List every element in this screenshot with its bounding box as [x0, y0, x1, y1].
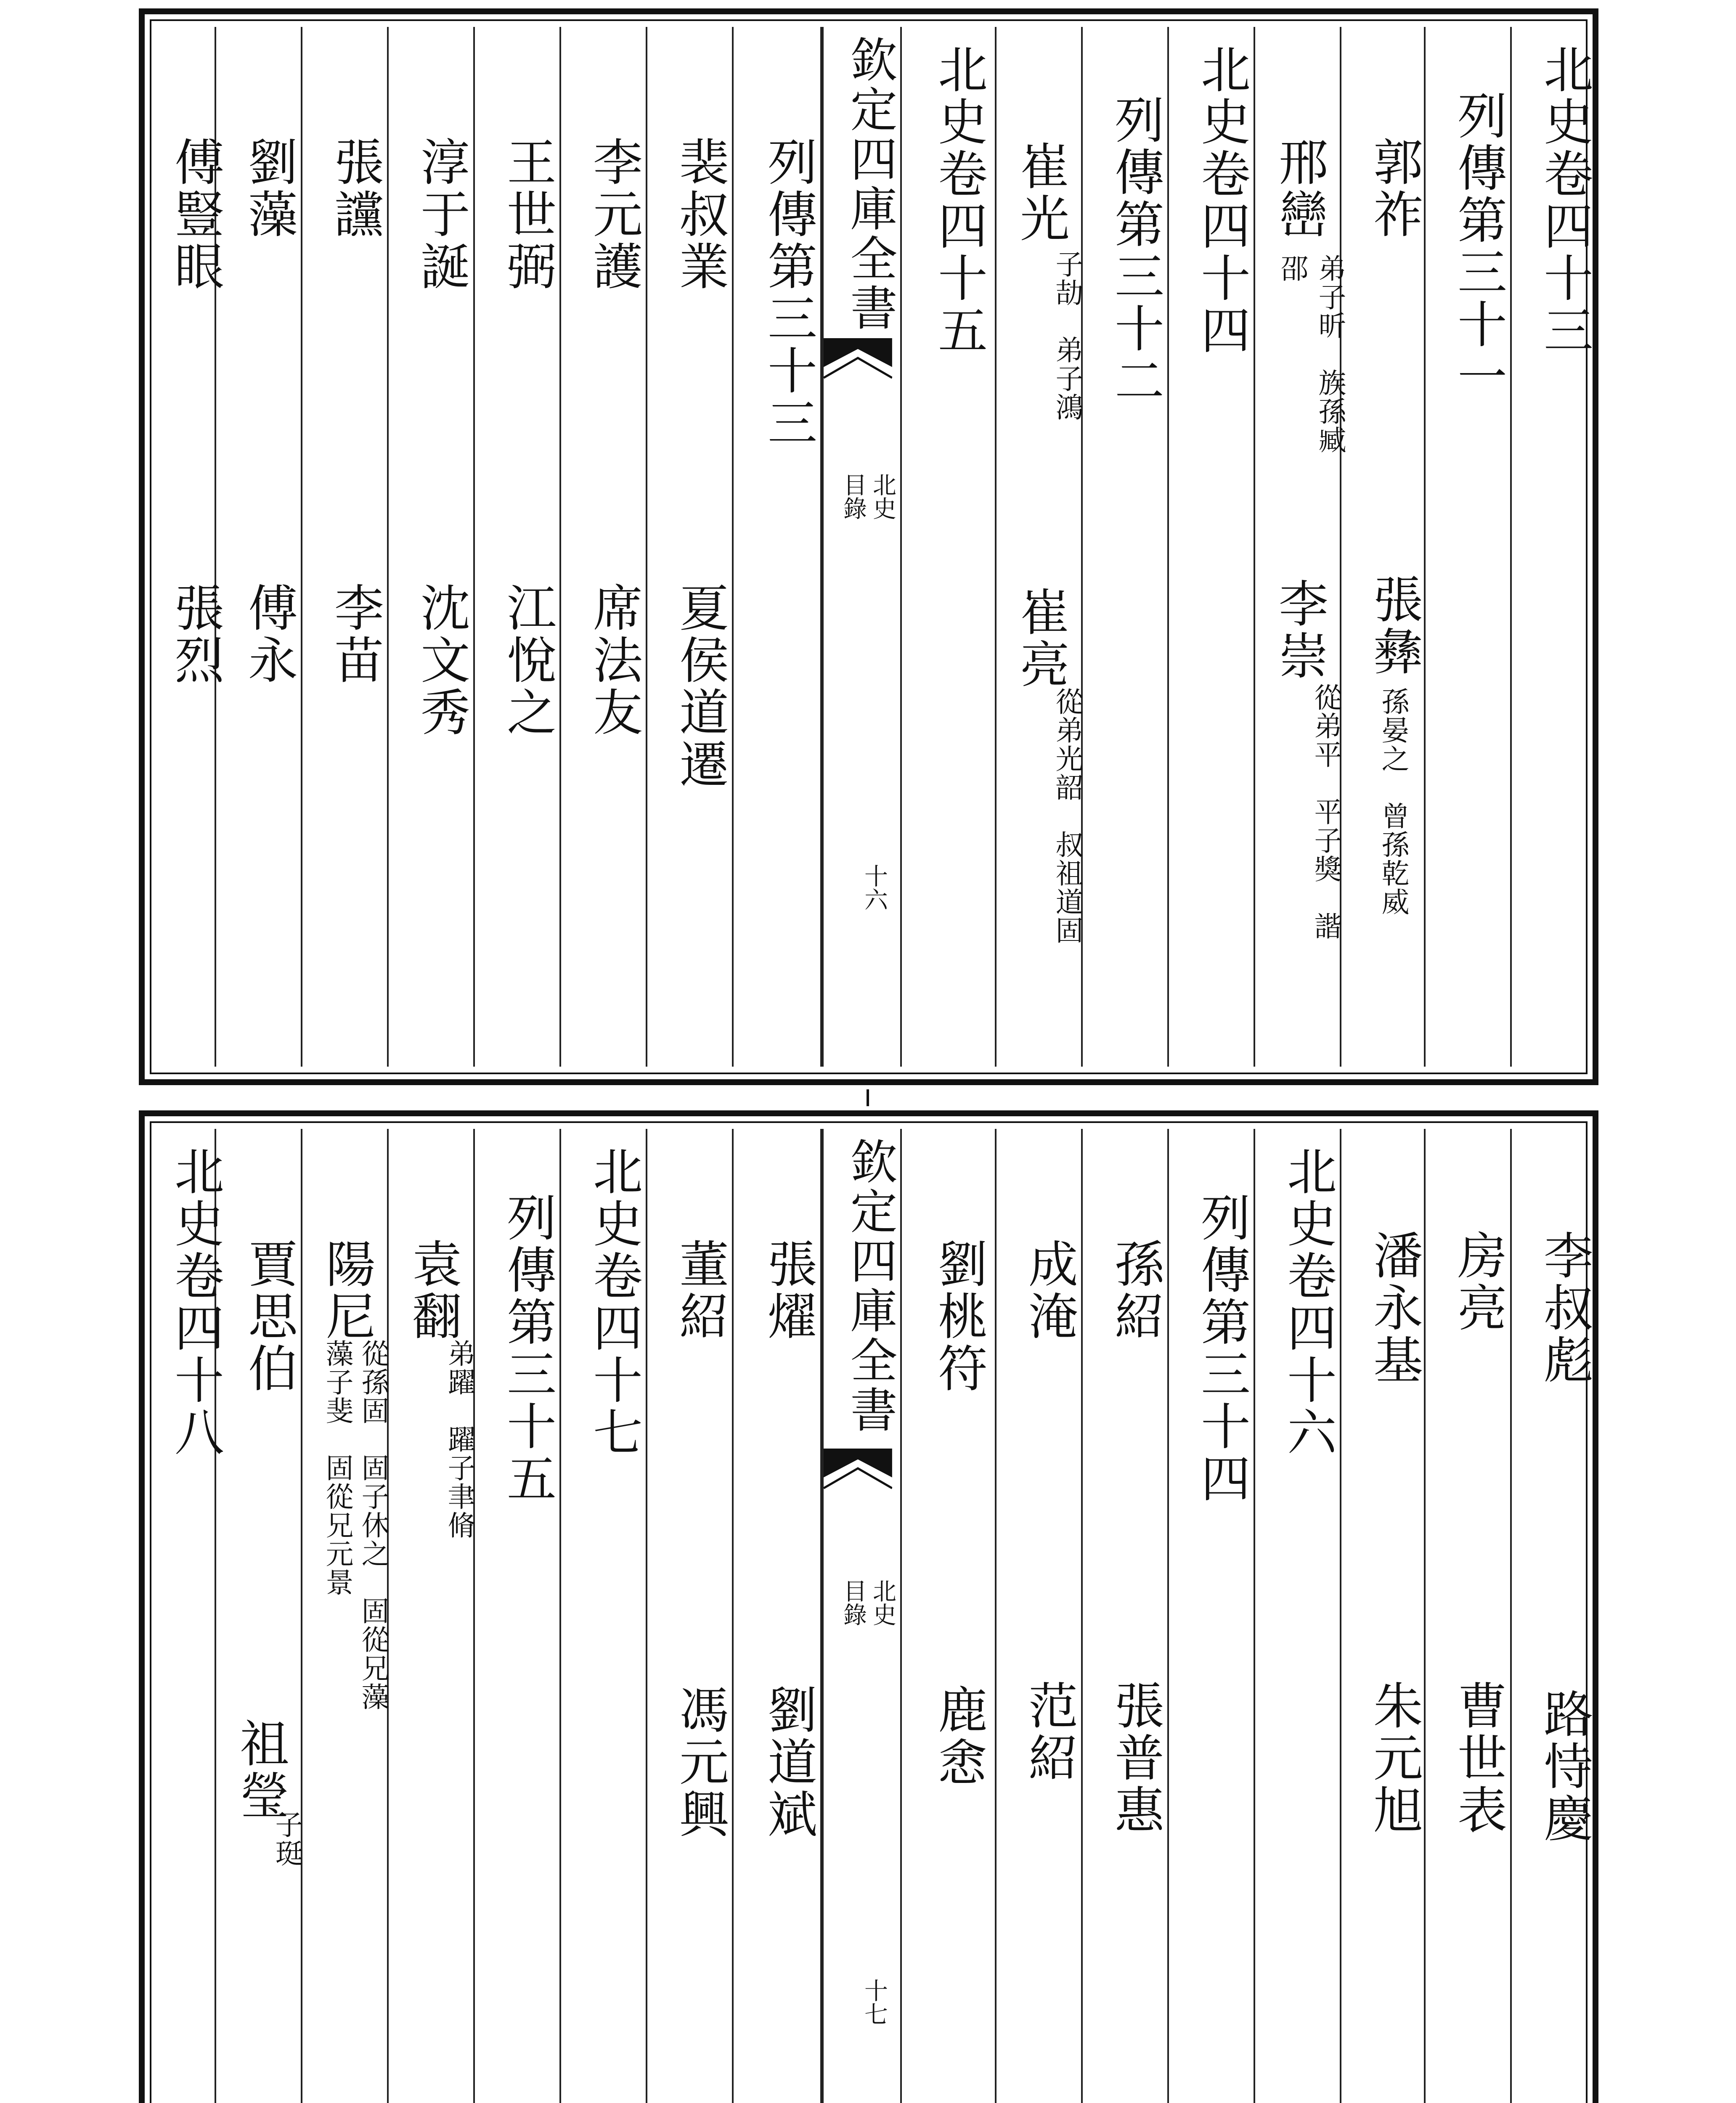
column-text-lower: 張烈: [166, 582, 224, 686]
bottom-col-16: [153, 1129, 224, 2103]
folio-number: 十七: [861, 1979, 888, 2026]
top-col-4: [1255, 27, 1346, 1067]
column-text-lower: 鹿悆: [930, 1684, 988, 1788]
column-text-lower: 劉道斌: [759, 1684, 817, 1841]
column-text-lower: 江悅之: [498, 582, 557, 739]
column-text: 北史卷四十四: [1193, 44, 1251, 357]
book-title: 欽定四庫全書: [843, 1137, 897, 1435]
folio-number: 十六: [861, 864, 888, 911]
bottom-col-9: [734, 1129, 822, 2103]
top-col-1: [1512, 27, 1594, 1067]
top-panel: [139, 8, 1598, 1085]
column-text: 北史卷四十五: [930, 44, 988, 357]
column-side-note: 藻子斐 固從兄元景: [321, 1339, 353, 1597]
column-text: 李元護: [585, 136, 643, 293]
column-text: 張讜: [326, 136, 384, 241]
column-text: 袁翻: [404, 1238, 462, 1343]
strip-label-1: 北史: [869, 473, 896, 520]
column-text-lower: 朱元旭: [1365, 1680, 1423, 1836]
top-col-5: [1169, 27, 1255, 1067]
column-text-lower: 張彝: [1365, 574, 1423, 678]
bottom-panel: [139, 1110, 1598, 2103]
column-text-lower: 沈文秀: [412, 582, 470, 739]
column-text: 張燿: [759, 1238, 817, 1343]
column-text: 裴叔業: [671, 136, 729, 293]
top-col-7: [997, 27, 1083, 1067]
column-text: 列傳第三十五: [498, 1192, 557, 1505]
column-text: 北史卷四十七: [585, 1146, 643, 1459]
fish-tail-mark: [824, 1449, 892, 1499]
column-text: 陽尼: [318, 1238, 376, 1343]
column-text: 董紹: [671, 1238, 729, 1343]
bottom-col-7: [997, 1129, 1083, 2103]
column-text-lower: 馮元興: [671, 1684, 729, 1841]
column-note: 從孫固 固子休之 固從兄藻: [357, 1339, 389, 1711]
top-col-3: [1341, 27, 1426, 1067]
column-text: 潘永基: [1365, 1230, 1423, 1386]
column-text: 劉藻: [240, 136, 298, 241]
bottom-col-3: [1341, 1129, 1426, 2103]
bottom-col-2: [1426, 1129, 1512, 2103]
top-center-strip: [822, 27, 902, 1067]
bottom-col-5: [1169, 1129, 1255, 2103]
column-note: 弟子昕 族孫臧: [1314, 254, 1346, 454]
strip-label-2: 目錄: [840, 1579, 867, 1626]
column-text: 崔光: [1012, 140, 1070, 245]
column-text: 北史卷四十八: [166, 1146, 224, 1459]
column-text: 房亮: [1449, 1230, 1507, 1334]
column-side-note: 邵: [1276, 254, 1308, 283]
column-text-lower: 范紹: [1020, 1680, 1078, 1784]
column-note: 子劼 弟子鴻: [1051, 250, 1083, 421]
column-text-lower: 崔亮: [1012, 586, 1070, 691]
bottom-col-8: [902, 1129, 997, 2103]
column-text-lower: 傅永: [240, 582, 298, 686]
bottom-col-11: [561, 1129, 647, 2103]
top-col-16: [153, 27, 224, 1067]
column-text-lower: 祖瑩: [231, 1718, 289, 1822]
column-text: 淳于誕: [412, 136, 470, 293]
book-title: 欽定四庫全書: [843, 35, 897, 333]
fish-tail-mark: [824, 338, 892, 389]
column-text: 王世弼: [498, 136, 557, 293]
column-text: 北史卷四十三: [1535, 44, 1593, 357]
column-text-lower: 夏侯道遷: [671, 582, 729, 791]
column-text-lower: 李苗: [326, 582, 384, 686]
column-text: 北史卷四十六: [1279, 1146, 1337, 1459]
top-col-6: [1083, 27, 1169, 1067]
column-text: 成淹: [1020, 1238, 1078, 1343]
top-col-11: [561, 27, 647, 1067]
column-text-lower: 曹世表: [1449, 1680, 1507, 1836]
column-text: 列傳第三十二: [1106, 94, 1164, 407]
bottom-col-14: [302, 1129, 389, 2103]
top-col-2: [1426, 27, 1512, 1067]
column-note: 弟躍 躍子聿脩: [443, 1339, 475, 1539]
column-note: 孫晏之 曾孫乾威: [1377, 687, 1409, 916]
column-text: 傅豎眼: [166, 136, 224, 293]
top-col-14: [302, 27, 389, 1067]
top-col-10: [647, 27, 734, 1067]
top-col-13: [389, 27, 475, 1067]
bottom-col-1: [1512, 1129, 1594, 2103]
column-text: 李叔彪: [1535, 1230, 1593, 1386]
bottom-col-12: [475, 1129, 561, 2103]
column-note: 從弟平 平子獎 諧: [1309, 683, 1342, 940]
bottom-col-10: [647, 1129, 734, 2103]
column-text-lower: 張普惠: [1106, 1680, 1164, 1836]
column-text: 賈思伯: [240, 1238, 298, 1395]
column-text-lower: 席法友: [585, 582, 643, 739]
column-text-lower: 路恃慶: [1535, 1688, 1593, 1845]
column-text-lower: 李崇: [1270, 578, 1328, 682]
column-text: 郭祚: [1365, 136, 1423, 241]
top-col-12: [475, 27, 561, 1067]
strip-label-1: 北史: [869, 1579, 896, 1626]
top-col-8: [902, 27, 997, 1067]
bottom-col-4: [1255, 1129, 1341, 2103]
top-col-9: [734, 27, 822, 1067]
gutter-tick-top: [867, 1089, 869, 1106]
bottom-col-6: [1083, 1129, 1169, 2103]
column-note: 從弟光韶 叔祖道固: [1051, 687, 1083, 945]
column-note: 子珽: [270, 1810, 303, 1867]
bottom-col-13: [389, 1129, 475, 2103]
column-text: 劉桃符: [930, 1238, 988, 1395]
column-text: 列傳第三十一: [1449, 90, 1507, 403]
column-text: 列傳第三十三: [759, 136, 817, 449]
strip-label-2: 目錄: [840, 473, 867, 520]
column-text: 列傳第三十四: [1193, 1192, 1251, 1505]
column-text: 孫紹: [1106, 1238, 1164, 1343]
column-text: 邢巒: [1270, 136, 1328, 241]
bottom-center-strip: [822, 1129, 902, 2103]
